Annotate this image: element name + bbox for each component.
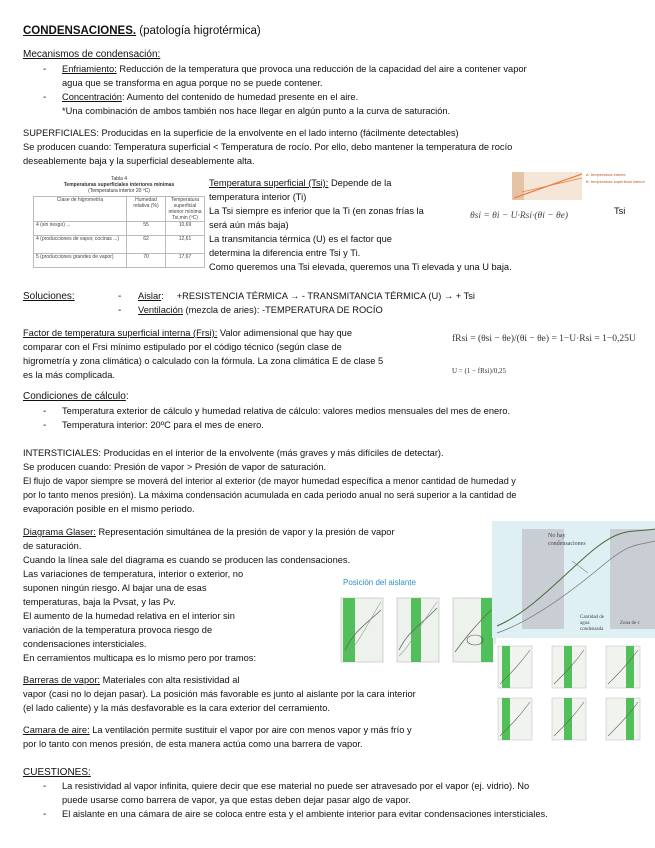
soluciones-heading: Soluciones: xyxy=(23,291,75,302)
multilayer-figure-2 xyxy=(494,696,655,742)
glaser-diagram-figure xyxy=(492,521,655,638)
multilayer-svg-1 xyxy=(494,644,655,690)
glaser-line-5: suponen ningún riesgo. Al bajar una de esas xyxy=(23,583,207,593)
bullet: - xyxy=(118,291,122,302)
barreras-line-1 xyxy=(23,674,240,686)
table-cell: 70 xyxy=(127,254,166,268)
tsi-line-6: determina la diferencia entre Tsi y Ti. xyxy=(209,248,361,258)
glaser-line-10: En cerramientos multicapa es lo mismo pero por tramos: xyxy=(23,653,257,663)
cuestion-1-line-1: La resistividad al vapor infinita, quiere decir que ese material no puede ser atravesado por el vapor (ej. vidrio). No xyxy=(62,781,530,791)
camara-label: Camara de aire: xyxy=(23,725,90,735)
tsi-line-3: La Tsi siempre es inferior que la Ti (en zonas frías la xyxy=(209,206,424,216)
aislante-title: Posición del aislante xyxy=(343,578,416,587)
table-cell: 55 xyxy=(127,222,166,236)
table-caption-3: (Temperatura interior 20 ºC) xyxy=(88,188,150,194)
mecanismo-item-enfriamiento-cont: agua que se transforma en agua porque no se puede contener. xyxy=(62,78,323,88)
term-concentracion: Concentración xyxy=(62,92,122,102)
bullet: - xyxy=(43,809,47,820)
glaser-line-9: condensaciones intersticiales. xyxy=(23,639,147,649)
solucion-aislar xyxy=(138,290,475,302)
superficiales-line-2: Se producen cuando: Temperatura superficial < Temperatura de rocío. Por ello, debo mantener la temperatura de rocío xyxy=(23,142,513,152)
aislante-position-figure xyxy=(325,576,501,670)
glaser-fig-no-hay: No hay xyxy=(548,533,566,539)
term-aislar: Aislar xyxy=(138,291,162,301)
glaser-line-8: variación de la temperatura provoca riesgo de xyxy=(23,625,213,635)
table-header: Humedad relativa (%) xyxy=(127,197,166,222)
intersticiales-line-1: INTERSTICIALES: Producidas en el interior de la envolvente (más graves y más difíciles de detectar). xyxy=(23,448,444,458)
multilayer-figure-1 xyxy=(494,644,655,690)
bullet: - xyxy=(43,420,47,431)
aislante-svg xyxy=(325,590,501,670)
glaser-line-6: temperaturas, baja la Pvsat, y las Pv. xyxy=(23,597,176,607)
calculo-item-2: Temperatura interior: 20ºC para el mes de enero. xyxy=(62,420,264,430)
mecanismos-heading: Mecanismos de condensación: xyxy=(23,49,161,60)
frsi-label: Factor de temperatura superficial interna (Frsi): xyxy=(23,328,218,338)
wall-panel-1 xyxy=(341,598,383,662)
calculo-heading: Condiciones de cálculo xyxy=(23,391,126,402)
cuestion-1-line-2: puede usarse como barrera de vapor, ya que estas deben dejar pasar algo de vapor. xyxy=(62,795,411,805)
intersticiales-line-3: El flujo de vapor siempre se moverá del interior al exterior (de mayor humedad específica a menor cantidad de humedad y xyxy=(23,476,516,486)
barreras-line-3: (el lado caliente) y la más desfavorable es la cara exterior del cerramiento. xyxy=(23,703,330,713)
glaser-line-3: Cuando la línea sale del diagrama es cuando se producen las condensaciones. xyxy=(23,555,351,565)
tsi-line-7: Como queremos una Tsi elevada, queremos una Ti elevada y una U baja. xyxy=(209,262,512,272)
item-text: : Aumento del contenido de humedad presente en el aire. xyxy=(121,92,359,102)
term-ventilacion: Ventilación xyxy=(138,305,183,315)
wall-panel-2 xyxy=(397,598,439,662)
tsi-line-3-end: Tsi xyxy=(614,206,626,216)
fig-label-2: B: temperatura superficial interior xyxy=(586,179,645,184)
bullet: - xyxy=(43,64,47,75)
table-grid xyxy=(33,196,205,268)
table-cell: 17,67 xyxy=(166,254,205,268)
frsi-text: Valor adimensional que hay que xyxy=(217,328,353,338)
tsi-formula: θsi = θi − U·Rsi·(θi − θe) xyxy=(470,211,569,221)
calculo-item-1: Temperatura exterior de cálculo y humedad relativa de cálculo: valores medios mensuales del mes de enero. xyxy=(62,406,511,416)
table-caption-2: Temperaturas superficiales interiores mínimas xyxy=(63,182,175,188)
camara-line-1 xyxy=(23,724,412,736)
tsi-line-1 xyxy=(209,177,391,189)
calculo-colon: : xyxy=(125,391,129,402)
intersticiales-line-4: por lo tanto menos presión). La máxima condensación acumulada en cada periodo anual no será superior a la cantidad de xyxy=(23,490,517,500)
wall-panel-3 xyxy=(453,598,495,662)
glaser-fig-cantidad-3: condensada xyxy=(580,627,604,632)
term-enfriamiento: Enfriamiento: xyxy=(62,64,117,74)
cuestion-2-line-1: El aislante en una cámara de aire se coloca entre esta y el ambiente interior para evitar condensaciones intersticiales. xyxy=(62,809,548,819)
table-cell: 4 (producciones de vapor, cocinas ...) xyxy=(34,236,127,254)
item-text: Reducción de la temperatura que provoca una reducción de la capacidad del aire a contener vapor xyxy=(116,64,527,74)
tsi-line-2: temperatura interior (Ti) xyxy=(209,192,307,202)
multilayer-svg-2 xyxy=(494,696,655,742)
table-caption-1: Tabla 4 xyxy=(110,176,128,182)
tsi-text: Depende de la xyxy=(328,178,392,188)
bullet: - xyxy=(43,406,47,417)
cuestiones-heading: CUESTIONES: xyxy=(23,767,91,778)
glaser-fig-zona: Zona de c xyxy=(620,621,640,626)
frsi-line-4: es la más complicada. xyxy=(23,370,115,380)
frsi-formula-2: U = (1 − fRsi)/0,25 xyxy=(452,367,506,375)
mecanismo-item-concentracion xyxy=(62,91,358,103)
barreras-label: Barreras de vapor: xyxy=(23,675,100,685)
calculo-heading-line xyxy=(23,390,129,403)
frsi-line-3: higrometría y zona climática) o calculado con la fórmula. La zona climática E de clase 5 xyxy=(23,356,384,366)
frsi-line-1 xyxy=(23,327,352,339)
glaser-line-2: de saturación. xyxy=(23,541,82,551)
bullet: - xyxy=(43,781,47,792)
table-header: Clase de higrometría xyxy=(34,197,127,222)
solucion-ventilacion xyxy=(138,304,383,316)
superficiales-line-3: deseablemente baja y la superficial deseablemente alta. xyxy=(23,156,255,166)
superficiales-line-1: SUPERFICIALES: Producidas en la superficie de la envolvente en el lado interno (fácilmente detectables) xyxy=(23,128,459,138)
barreras-text: Materiales con alta resistividad al xyxy=(100,675,240,685)
bullet: - xyxy=(43,92,47,103)
mecanismo-item-concentracion-cont: *Una combinación de ambos también nos hace llegar en algún punto a la curva de saturación. xyxy=(62,106,451,116)
page-title: CONDENSACIONES. xyxy=(23,25,137,37)
intersticiales-line-2: Se producen cuando: Presión de vapor > Presión de vapor de saturación. xyxy=(23,462,327,472)
mecanismo-item-enfriamiento xyxy=(62,63,527,75)
higrometria-table xyxy=(33,176,205,276)
page-subtitle: (patología higrotérmica) xyxy=(136,25,261,37)
intersticiales-line-5: evaporación posible en el mismo periodo. xyxy=(23,504,195,514)
page-title-block xyxy=(23,25,261,38)
bullet: - xyxy=(118,305,122,316)
glaser-label: Diagrama Glaser: xyxy=(23,527,96,537)
glaser-fig-cantidad-2: agua xyxy=(580,621,590,626)
table-cell: 62 xyxy=(127,236,166,254)
tsi-label: Temperatura superficial (Tsi): xyxy=(209,178,329,188)
glaser-fig-cantidad-1: Cantidad de xyxy=(580,615,605,620)
barreras-line-2: vapor (casi no lo dejan pasar). La posición más favorable es junto al aislante por la cara interior xyxy=(23,689,416,699)
table-cell: 12,61 xyxy=(166,236,205,254)
table-cell: 5 (producciones grandes de vapor) xyxy=(34,254,127,268)
item-text: : +RESISTENCIA TÉRMICA → - TRANSMITANCIA TÉRMICA (U) → + Tsi xyxy=(161,291,475,301)
glaser-text: Representación simultánea de la presión de vapor y la presión de vapor xyxy=(95,527,395,537)
camara-line-2: por lo tanto con menos presión, de esta manera actúa como una barrera de vapor. xyxy=(23,739,363,749)
glaser-line-1 xyxy=(23,526,395,538)
glaser-line-7: El aumento de la humedad relativa en el interior sin xyxy=(23,611,235,621)
fig-label-1: A: temperatura interior xyxy=(586,172,626,177)
frsi-formula-1: fRsi = (θsi − θe)/(θi − θe) = 1−U·Rsi = 1−0,25U xyxy=(452,334,636,344)
camara-text: La ventilación permite sustituir el vapor por aire con menos vapor y más frío y xyxy=(89,725,412,735)
frsi-line-2: comparar con el Frsi mínimo estipulado por el código técnico (según clase de xyxy=(23,342,342,352)
table-header: Temperatura superficial interior mínima Tsi,min (ºC) xyxy=(166,197,205,222)
tsi-line-5: La transmitancia térmica (U) es el factor que xyxy=(209,234,392,244)
tsi-line-4: será aún más baja) xyxy=(209,220,289,230)
temperature-diagram xyxy=(512,170,645,202)
glaser-line-4: Las variaciones de temperatura, interior o exterior, no xyxy=(23,569,244,579)
item-text: (mezcla de aries): -TEMPERATURA DE ROCÍO xyxy=(182,305,383,315)
table-cell: 10,69 xyxy=(166,222,205,236)
glaser-fig-condensaciones: condensaciones xyxy=(548,541,586,547)
table-cell: 4 (sin riesgo) ... xyxy=(34,222,127,236)
